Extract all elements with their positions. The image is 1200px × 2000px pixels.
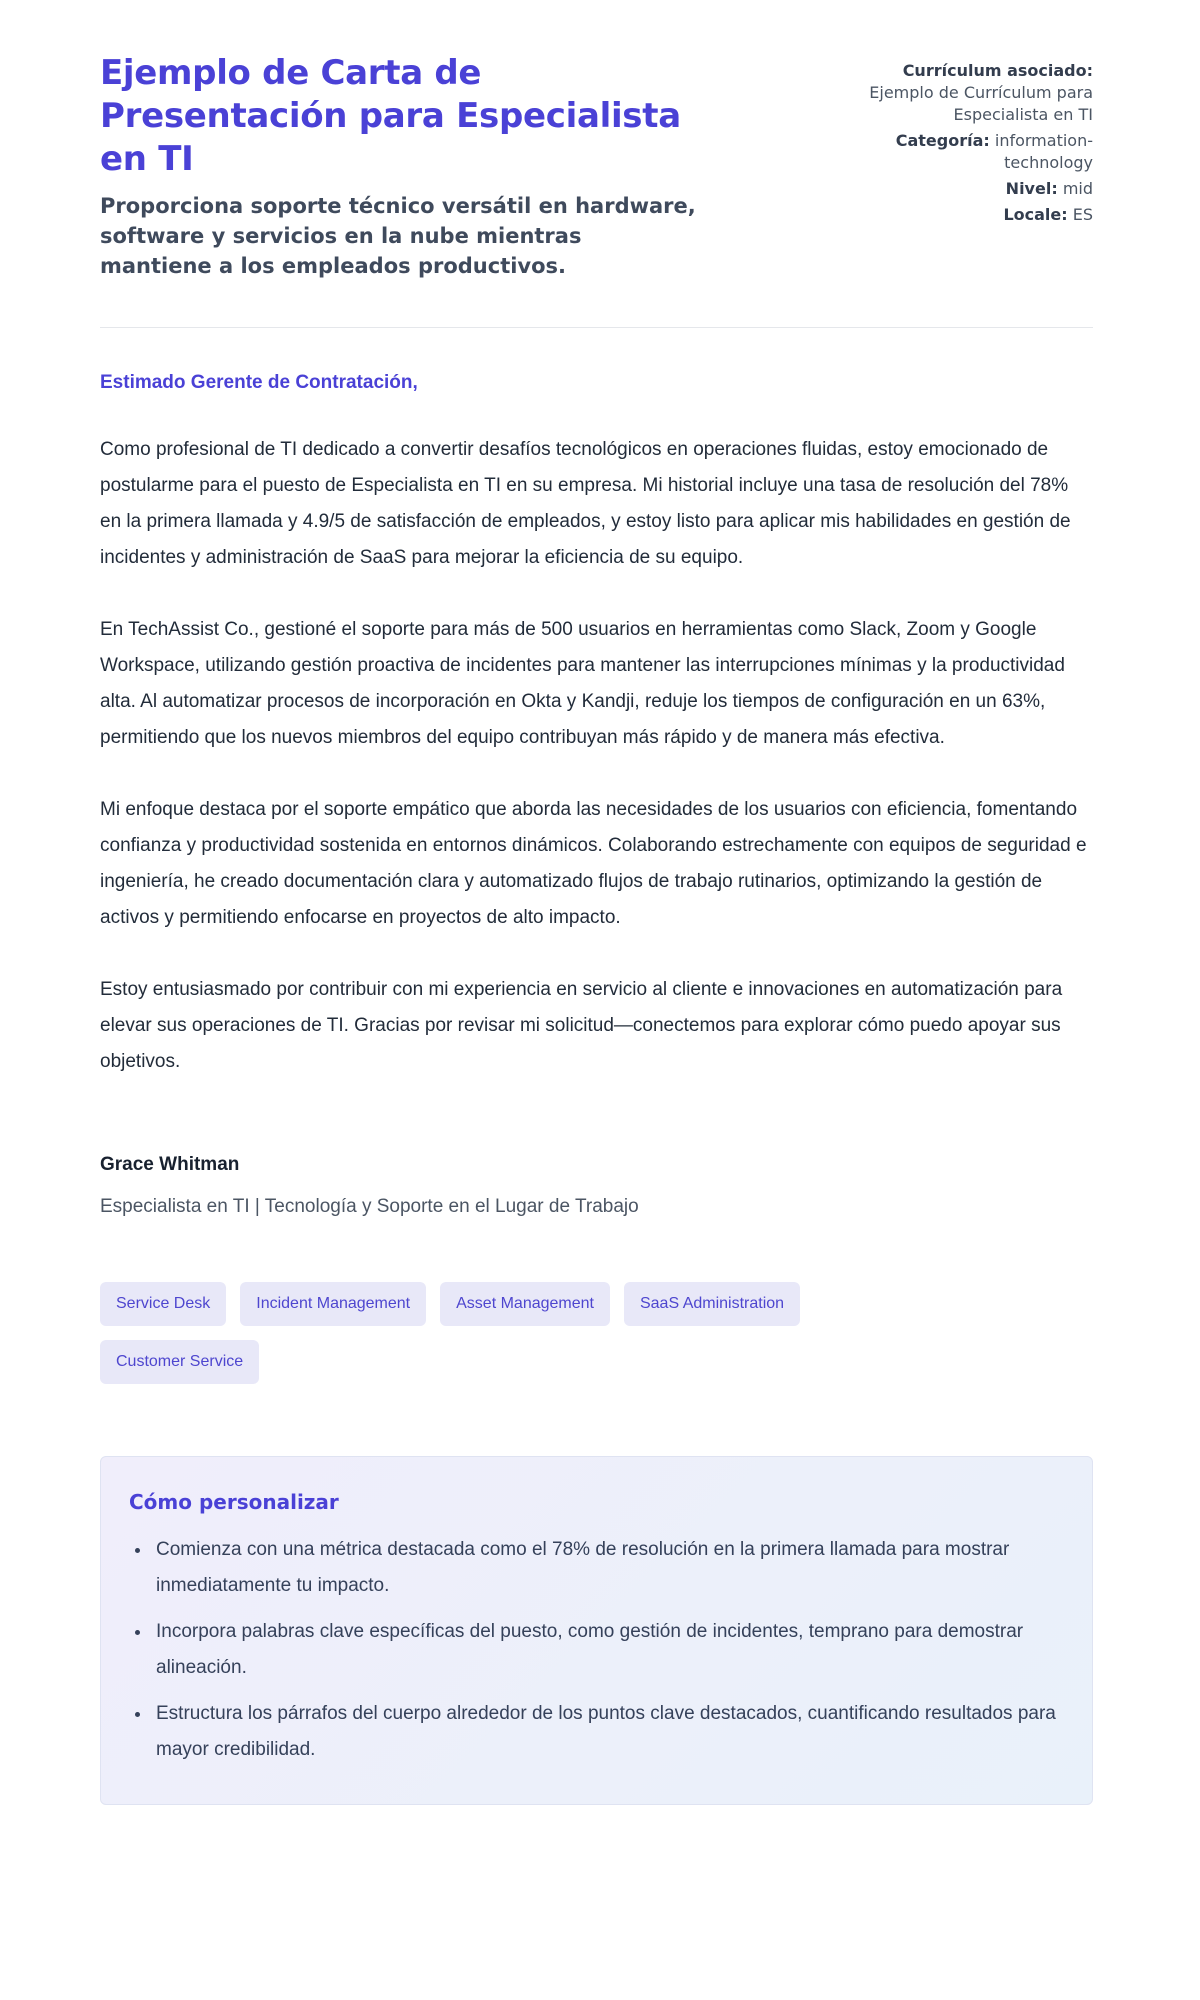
category-value: information-technology [994,131,1093,172]
letter-paragraph: Estoy entusiasmado por contribuir con mi experiencia en servicio al cliente e innovaciones en automatización para elevar sus operaciones de TI. Gracias por revisar mi solicitud—conectemos para explorar cómo puedo apoyar sus objetivos. [100,979,1063,1072]
tip-item: • Incorpora palabras clave específicas del puesto, como gestión de incidentes, temprano para demostrar alineación. [152,1614,1062,1686]
letter-paragraph: Mi enfoque destaca por el soporte empático que aborda las necesidades de los usuarios con eficiencia, fomentando confianza y productividad sostenida en entornos dinámicos. Colaborando estrechamente con equipos de seguridad e ingeniería, he creado documentación clara y automatizado flujos de trabajo rutinarios, optimizando la gestión de activos y permitiendo enfocarse en proyectos de alto impacto. [100,799,1087,928]
tip-item: • Comienza con una métrica destacada como el 78% de resolución en la primera llamada para mostrar inmediatamente tu impacto. [152,1532,1062,1604]
meta-row-locale [841,204,1093,226]
meta-row-category [841,130,1093,174]
category-label: Categoría: [895,131,990,150]
greeting: Estimado Gerente de Contratación, [100,372,418,393]
level-value: mid [1062,179,1093,198]
letter-body [100,370,1093,1220]
header [100,52,1093,327]
locale-label: Locale: [1003,205,1068,224]
meta-row-level [841,178,1093,200]
level-label: Nivel: [1005,179,1058,198]
letter-paragraph: Como profesional de TI dedicado a convertir desafíos tecnológicos en operaciones fluidas, estoy emocionado de postularme para el puesto de Especialista en TI en su empresa. Mi historial incluye una tasa de resolución del 78% en la primera llamada y 4.9/5 de satisfacción de empleados, y estoy listo para aplicar mis habilidades en gestión de incidentes y administración de SaaS para mejorar la eficiencia de su equipo. [100,439,1071,568]
skill-tags [100,1282,830,1384]
section-divider [100,327,1093,328]
tips-list [129,1532,1062,1768]
letter-paragraph: En TechAssist Co., gestioné el soporte para más de 500 usuarios en herramientas como Slack, Zoom y Google Workspace, utilizando gestión proactiva de incidentes para mantener las interrupciones mínimas y la productividad alta. Al automatizar procesos de incorporación en Okta y Kandji, reduje los tiempos de configuración en un 63%, permitiendo que los nuevos miembros del equipo contribuyan más rápido y de manera más efectiva. [100,619,1065,748]
meta-panel [841,52,1093,230]
resume-label: Currículum asociado: [902,61,1093,80]
page-subtitle: Proporciona soporte técnico versátil en hardware, software y servicios en la nube mientras mantiene a los empleados productivos. [100,194,696,278]
page-title: Ejemplo de Carta de Presentación para Especialista en TI [100,53,681,179]
letter-paragraphs [100,432,1093,1080]
page [100,0,1093,1875]
skill-tag: Asset Management [440,1282,610,1326]
tips-title: Cómo personalizar [129,1490,339,1514]
tip-item: • Estructura los párrafos del cuerpo alrededor de los puntos clave destacados, cuantificando resultados para mayor credibilidad. [152,1696,1062,1768]
skill-tag: Incident Management [240,1282,426,1326]
signature [100,1152,1093,1220]
header-left [100,52,730,281]
skill-tag: SaaS Administration [624,1282,800,1326]
signature-title: Especialista en TI | Tecnología y Soporte en el Lugar de Trabajo [100,1196,639,1217]
skill-tag: Service Desk [100,1282,226,1326]
locale-value: ES [1072,205,1093,224]
meta-row-resume [841,60,1093,126]
tips-card [100,1456,1093,1805]
resume-value: Ejemplo de Currículum para Especialista en TI [869,83,1093,124]
skill-tag: Customer Service [100,1340,259,1384]
signature-name: Grace Whitman [100,1154,240,1175]
